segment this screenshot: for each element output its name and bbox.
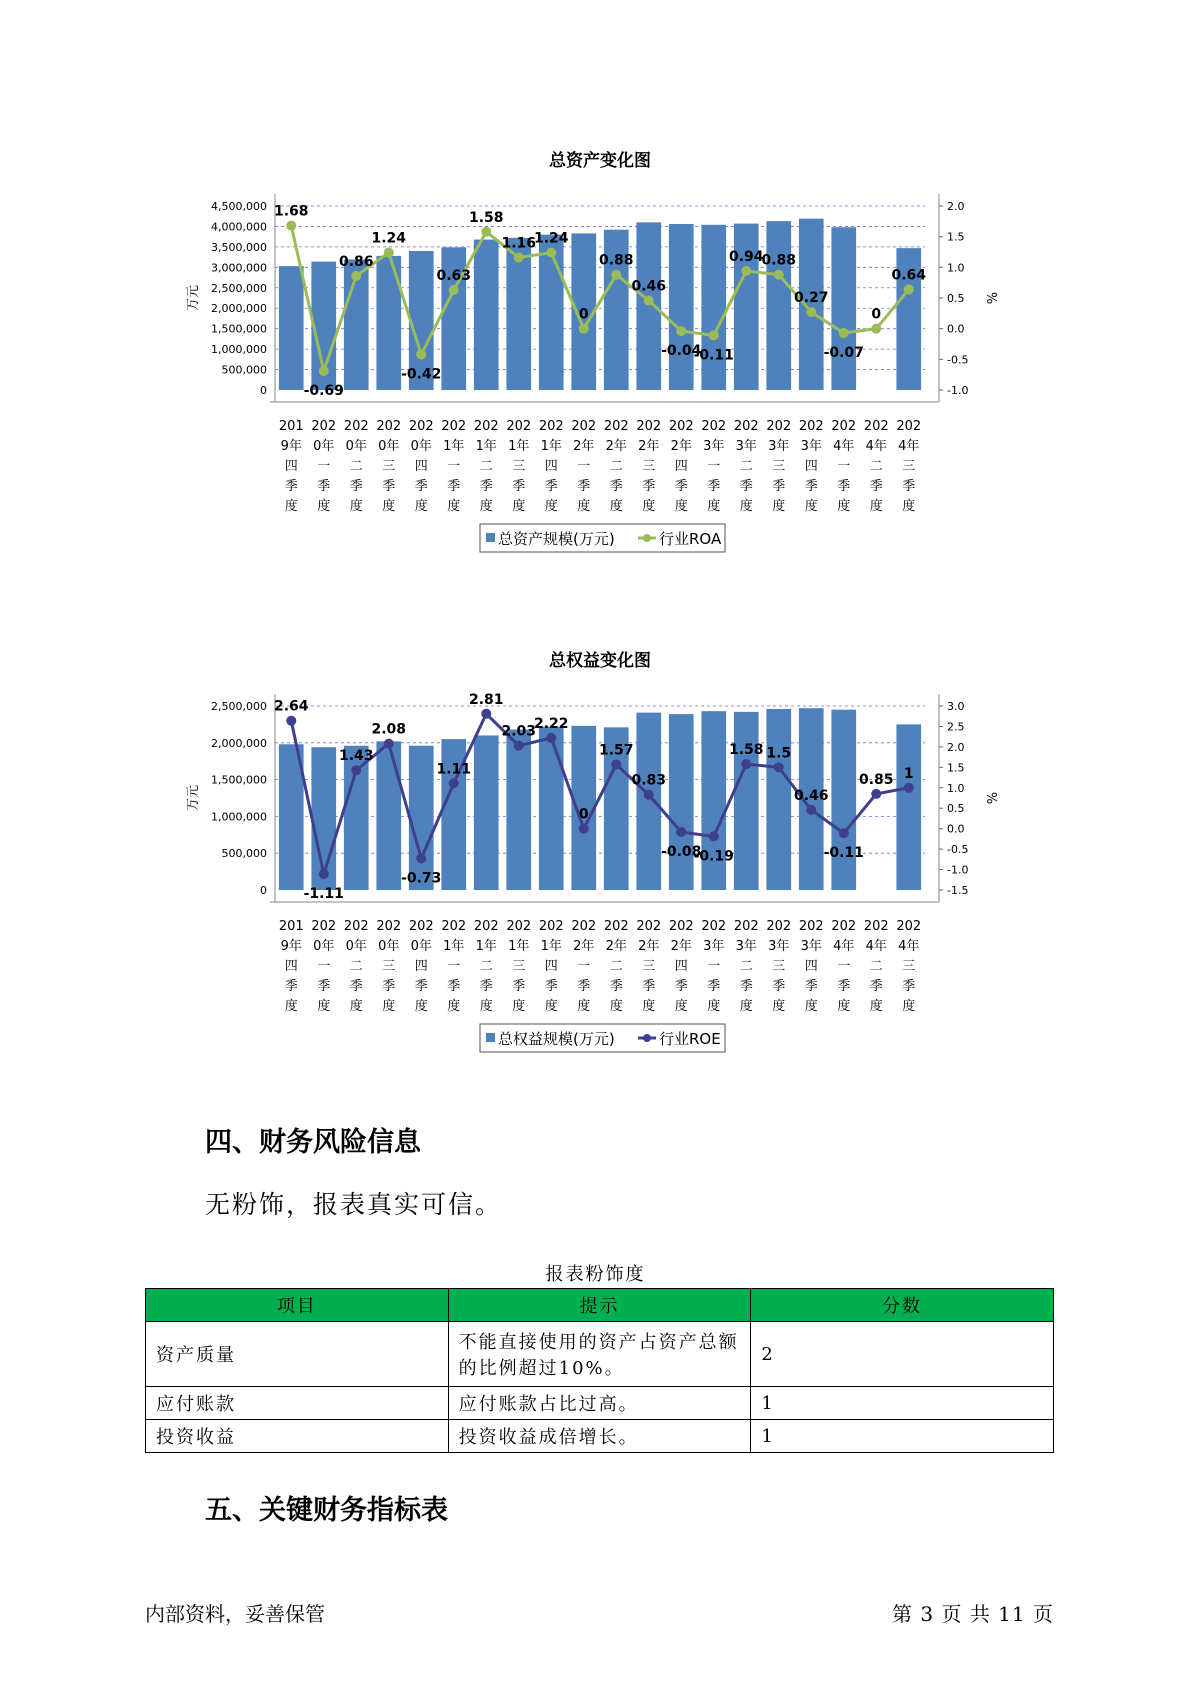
line-point: [676, 827, 686, 837]
x-tick-label: 202 0年四季度: [408, 419, 434, 514]
bar: [669, 224, 694, 390]
line-point: [579, 824, 589, 834]
x-tick-label: 202 3年一季度: [701, 919, 727, 1014]
line-point: [351, 765, 361, 775]
data-label: 1.58: [468, 209, 504, 226]
line-point: [676, 326, 686, 336]
line-point: [904, 284, 914, 294]
line-point: [611, 759, 621, 769]
data-label: 0.46: [631, 278, 667, 295]
bar: [636, 713, 661, 890]
y-left-tick-label: 4,500,000: [211, 200, 267, 213]
y-right-tick-label: 2.5: [947, 720, 965, 734]
line-point: [351, 271, 361, 281]
data-label: 0.86: [338, 253, 374, 270]
line-point: [839, 328, 849, 338]
y-left-tick-label: 2,500,000: [211, 281, 267, 295]
data-label: -0.08: [661, 843, 702, 860]
legend-line-label: 行业ROE: [659, 1030, 721, 1048]
data-label: 1.57: [598, 742, 634, 759]
y-left-tick-label: 1,500,000: [211, 322, 267, 336]
y-right-tick-label: 1.5: [947, 761, 965, 775]
x-tick-label: 202 0年三季度: [376, 919, 402, 1014]
data-label: 0.64: [891, 267, 927, 284]
y-left-axis-title: 万元: [186, 284, 201, 312]
table-row: [146, 1322, 1054, 1387]
bar: [896, 724, 921, 890]
x-tick-label: 202 0年四季度: [408, 919, 434, 1014]
y-left-axis-title: 万元: [186, 784, 201, 812]
y-right-tick-label: -0.5: [947, 843, 969, 857]
data-label: 0.94: [728, 249, 764, 266]
y-right-tick-label: -1.0: [947, 384, 969, 397]
y-left-tick-label: 2,000,000: [211, 302, 267, 316]
x-tick-label: 202 1年二季度: [473, 419, 499, 514]
table-row: [146, 1387, 1054, 1420]
data-label: 1.16: [501, 235, 537, 252]
x-tick-label: 202 2年四季度: [668, 919, 694, 1014]
data-label: -0.73: [401, 870, 442, 887]
data-label: -0.69: [303, 382, 344, 399]
bar: [669, 714, 694, 890]
line-point: [449, 285, 459, 295]
line-point: [481, 709, 491, 719]
line-point: [319, 869, 329, 879]
x-tick-label: 202 3年二季度: [733, 419, 759, 514]
y-right-tick-label: 1.0: [947, 781, 965, 795]
data-label: -0.11: [693, 347, 734, 364]
data-label: -0.07: [823, 344, 864, 361]
line-point: [741, 266, 751, 276]
bar: [539, 235, 564, 390]
data-label: 1.58: [728, 742, 764, 759]
table-header-score: 分数: [751, 1289, 1054, 1322]
x-tick-label: 202 0年一季度: [311, 419, 337, 514]
total-equity-chart: [0, 640, 1191, 1095]
line-point: [481, 227, 491, 237]
bar: [474, 240, 499, 390]
data-label: 1.24: [371, 230, 407, 247]
data-label: 1.43: [338, 748, 374, 765]
x-tick-label: 202 3年三季度: [766, 419, 792, 514]
x-tick-label: 202 4年一季度: [831, 419, 857, 514]
y-left-tick-label: 2,500,000: [211, 700, 267, 713]
x-tick-label: 202 4年一季度: [831, 919, 857, 1014]
x-tick-label: 202 1年四季度: [538, 919, 564, 1014]
bar: [766, 709, 791, 890]
line-point: [286, 716, 296, 726]
x-tick-label: 202 4年二季度: [863, 919, 889, 1014]
x-tick-label: 202 1年一季度: [441, 419, 467, 514]
y-left-tick-label: 1,000,000: [211, 343, 267, 357]
line-point: [871, 324, 881, 334]
legend-line-marker: [643, 1034, 651, 1042]
y-right-tick-label: 1.0: [947, 261, 965, 275]
table-caption: 报表粉饰度: [545, 1264, 646, 1285]
legend-bar-label: 总资产规模(万元): [498, 530, 615, 548]
y-right-tick-label: -1.0: [947, 863, 969, 877]
line-point: [416, 854, 426, 864]
x-tick-label: 202 1年四季度: [538, 419, 564, 514]
data-label: 2.64: [273, 698, 309, 715]
bar: [701, 225, 726, 390]
bar: [636, 222, 661, 390]
section-heading-financial-risk: 四、财务风险信息: [205, 1127, 421, 1158]
y-left-tick-label: 500,000: [221, 847, 267, 861]
line-point: [774, 762, 784, 772]
data-label: 0: [578, 806, 589, 823]
y-left-tick-label: 0: [260, 384, 267, 397]
line-point: [416, 349, 426, 359]
line-point: [871, 789, 881, 799]
bar: [376, 741, 401, 890]
legend-line-marker: [643, 534, 651, 542]
data-label: 0: [578, 306, 589, 323]
financial-risk-text: 无粉饰，报表真实可信。: [205, 1190, 503, 1219]
y-right-tick-label: 0.0: [947, 822, 965, 836]
chart-title: 总权益变化图: [549, 651, 651, 671]
legend-bar-swatch: [486, 1033, 495, 1042]
x-tick-label: 202 2年四季度: [668, 419, 694, 514]
y-right-tick-label: -1.5: [947, 884, 969, 897]
data-label: 2.03: [501, 723, 537, 740]
y-left-tick-label: 2,000,000: [211, 736, 267, 750]
line-point: [514, 741, 524, 751]
data-label: 1.24: [533, 230, 569, 247]
legend-line-label: 行业ROA: [659, 530, 722, 548]
y-left-tick-label: 1,500,000: [211, 773, 267, 787]
line-point: [806, 307, 816, 317]
y-left-tick-label: 4,000,000: [211, 220, 267, 234]
bar: [831, 227, 856, 390]
y-left-tick-label: 3,000,000: [211, 261, 267, 275]
bar: [539, 727, 564, 890]
chart-title: 总资产变化图: [549, 151, 651, 171]
y-right-tick-label: 2.0: [947, 200, 965, 213]
y-right-axis-title: %: [983, 791, 998, 805]
data-label: 0.88: [761, 252, 797, 269]
table-header-item: 项目: [146, 1289, 449, 1322]
total-assets-chart: [0, 140, 1191, 595]
data-label: 0.83: [631, 772, 667, 789]
data-label: 0.63: [436, 268, 472, 285]
data-label: 1.5: [766, 745, 792, 762]
x-tick-label: 202 3年二季度: [733, 919, 759, 1014]
bar: [831, 710, 856, 890]
data-label: 0.85: [858, 771, 894, 788]
x-tick-label: 202 3年三季度: [766, 919, 792, 1014]
table-cell-hint: 不能直接使用的资产占资产总额的比例超过10%。: [448, 1322, 751, 1387]
y-right-axis-title: %: [983, 291, 998, 305]
y-right-tick-label: 0.5: [947, 802, 965, 816]
line-point: [514, 253, 524, 263]
line-point: [709, 831, 719, 841]
data-label: -0.04: [661, 343, 702, 360]
line-point: [286, 221, 296, 231]
y-right-tick-label: 0.0: [947, 322, 965, 336]
footer-confidential-note: 内部资料，妥善保管: [145, 1602, 325, 1626]
data-label: 1: [903, 765, 914, 782]
x-tick-label: 202 0年一季度: [311, 919, 337, 1014]
table-cell-score: 1: [751, 1387, 1054, 1420]
x-tick-label: 202 0年二季度: [343, 419, 369, 514]
x-tick-label: 202 4年二季度: [863, 419, 889, 514]
line-point: [709, 330, 719, 340]
x-tick-label: 202 1年一季度: [441, 919, 467, 1014]
line-point: [774, 270, 784, 280]
x-tick-label: 202 3年四季度: [798, 919, 824, 1014]
y-right-tick-label: 3.0: [947, 700, 965, 713]
x-tick-label: 201 9年四季度: [278, 419, 304, 514]
table-cell-score: 2: [751, 1322, 1054, 1387]
y-left-tick-label: 500,000: [221, 363, 267, 377]
x-tick-label: 202 3年四季度: [798, 419, 824, 514]
data-label: 0: [871, 306, 882, 323]
x-tick-label: 202 2年二季度: [603, 919, 629, 1014]
data-label: -1.11: [303, 886, 344, 903]
data-label: 0.27: [793, 290, 829, 307]
bar: [409, 746, 434, 890]
x-tick-label: 202 0年三季度: [376, 419, 402, 514]
line-point: [384, 739, 394, 749]
y-right-tick-label: 0.5: [947, 292, 965, 305]
table-cell-hint: 应付账款占比过高。: [448, 1387, 751, 1420]
data-label: -0.19: [693, 848, 734, 865]
table-cell-item: 应付账款: [146, 1387, 449, 1420]
data-label: 2.22: [533, 715, 569, 732]
line-point: [806, 805, 816, 815]
x-tick-label: 202 4年三季度: [896, 419, 922, 514]
legend-bar-swatch: [486, 533, 495, 542]
line-point: [546, 733, 556, 743]
table-cell-item: 投资收益: [146, 1420, 449, 1453]
data-label: 1.11: [436, 761, 472, 778]
line-point: [384, 248, 394, 258]
y-right-tick-label: 2.0: [947, 740, 965, 754]
line-point: [449, 778, 459, 788]
x-tick-label: 202 2年一季度: [571, 419, 597, 514]
x-tick-label: 202 2年三季度: [636, 419, 662, 514]
data-label: 0.46: [793, 787, 829, 804]
line-point: [579, 324, 589, 334]
bar: [279, 266, 304, 390]
section-heading-key-indicators: 五、关键财务指标表: [205, 1495, 448, 1526]
x-tick-label: 202 2年一季度: [571, 919, 597, 1014]
table-header-row: [146, 1289, 1054, 1322]
legend-bar-label: 总权益规模(万元): [498, 1030, 615, 1048]
line-point: [644, 295, 654, 305]
data-label: 0.88: [598, 252, 634, 269]
window-dressing-table: [145, 1288, 1054, 1453]
table-cell-score: 1: [751, 1420, 1054, 1453]
bar: [734, 712, 759, 890]
x-tick-label: 202 1年二季度: [473, 919, 499, 1014]
data-label: 2.81: [468, 691, 504, 708]
data-label: -0.42: [401, 366, 442, 383]
y-left-tick-label: 3,500,000: [211, 240, 267, 254]
data-label: 2.08: [371, 721, 407, 738]
data-label: -0.11: [823, 845, 864, 862]
x-tick-label: 202 1年三季度: [506, 419, 532, 514]
x-tick-label: 202 4年三季度: [896, 919, 922, 1014]
line-point: [644, 790, 654, 800]
bar: [474, 735, 499, 890]
data-label: 1.68: [273, 203, 309, 220]
line-point: [904, 783, 914, 793]
line-point: [319, 366, 329, 376]
y-right-tick-label: 1.5: [947, 230, 965, 244]
y-left-tick-label: 0: [260, 884, 267, 897]
x-tick-label: 202 0年二季度: [343, 919, 369, 1014]
table-row: [146, 1420, 1054, 1453]
bar: [766, 221, 791, 390]
x-tick-label: 202 1年三季度: [506, 919, 532, 1014]
x-tick-label: 202 3年一季度: [701, 419, 727, 514]
y-right-tick-label: -0.5: [947, 353, 969, 367]
y-left-tick-label: 1,000,000: [211, 810, 267, 824]
x-tick-label: 202 2年三季度: [636, 919, 662, 1014]
bar: [506, 730, 531, 890]
line-point: [546, 248, 556, 258]
table-header-hint: 提示: [448, 1289, 751, 1322]
line-point: [611, 270, 621, 280]
x-tick-label: 201 9年四季度: [278, 919, 304, 1014]
table-cell-hint: 投资收益成倍增长。: [448, 1420, 751, 1453]
line-point: [741, 759, 751, 769]
table-cell-item: 资产质量: [146, 1322, 449, 1387]
x-tick-label: 202 2年二季度: [603, 419, 629, 514]
line-point: [839, 828, 849, 838]
footer-page-number: 第 3 页 共 11 页: [892, 1602, 1054, 1626]
